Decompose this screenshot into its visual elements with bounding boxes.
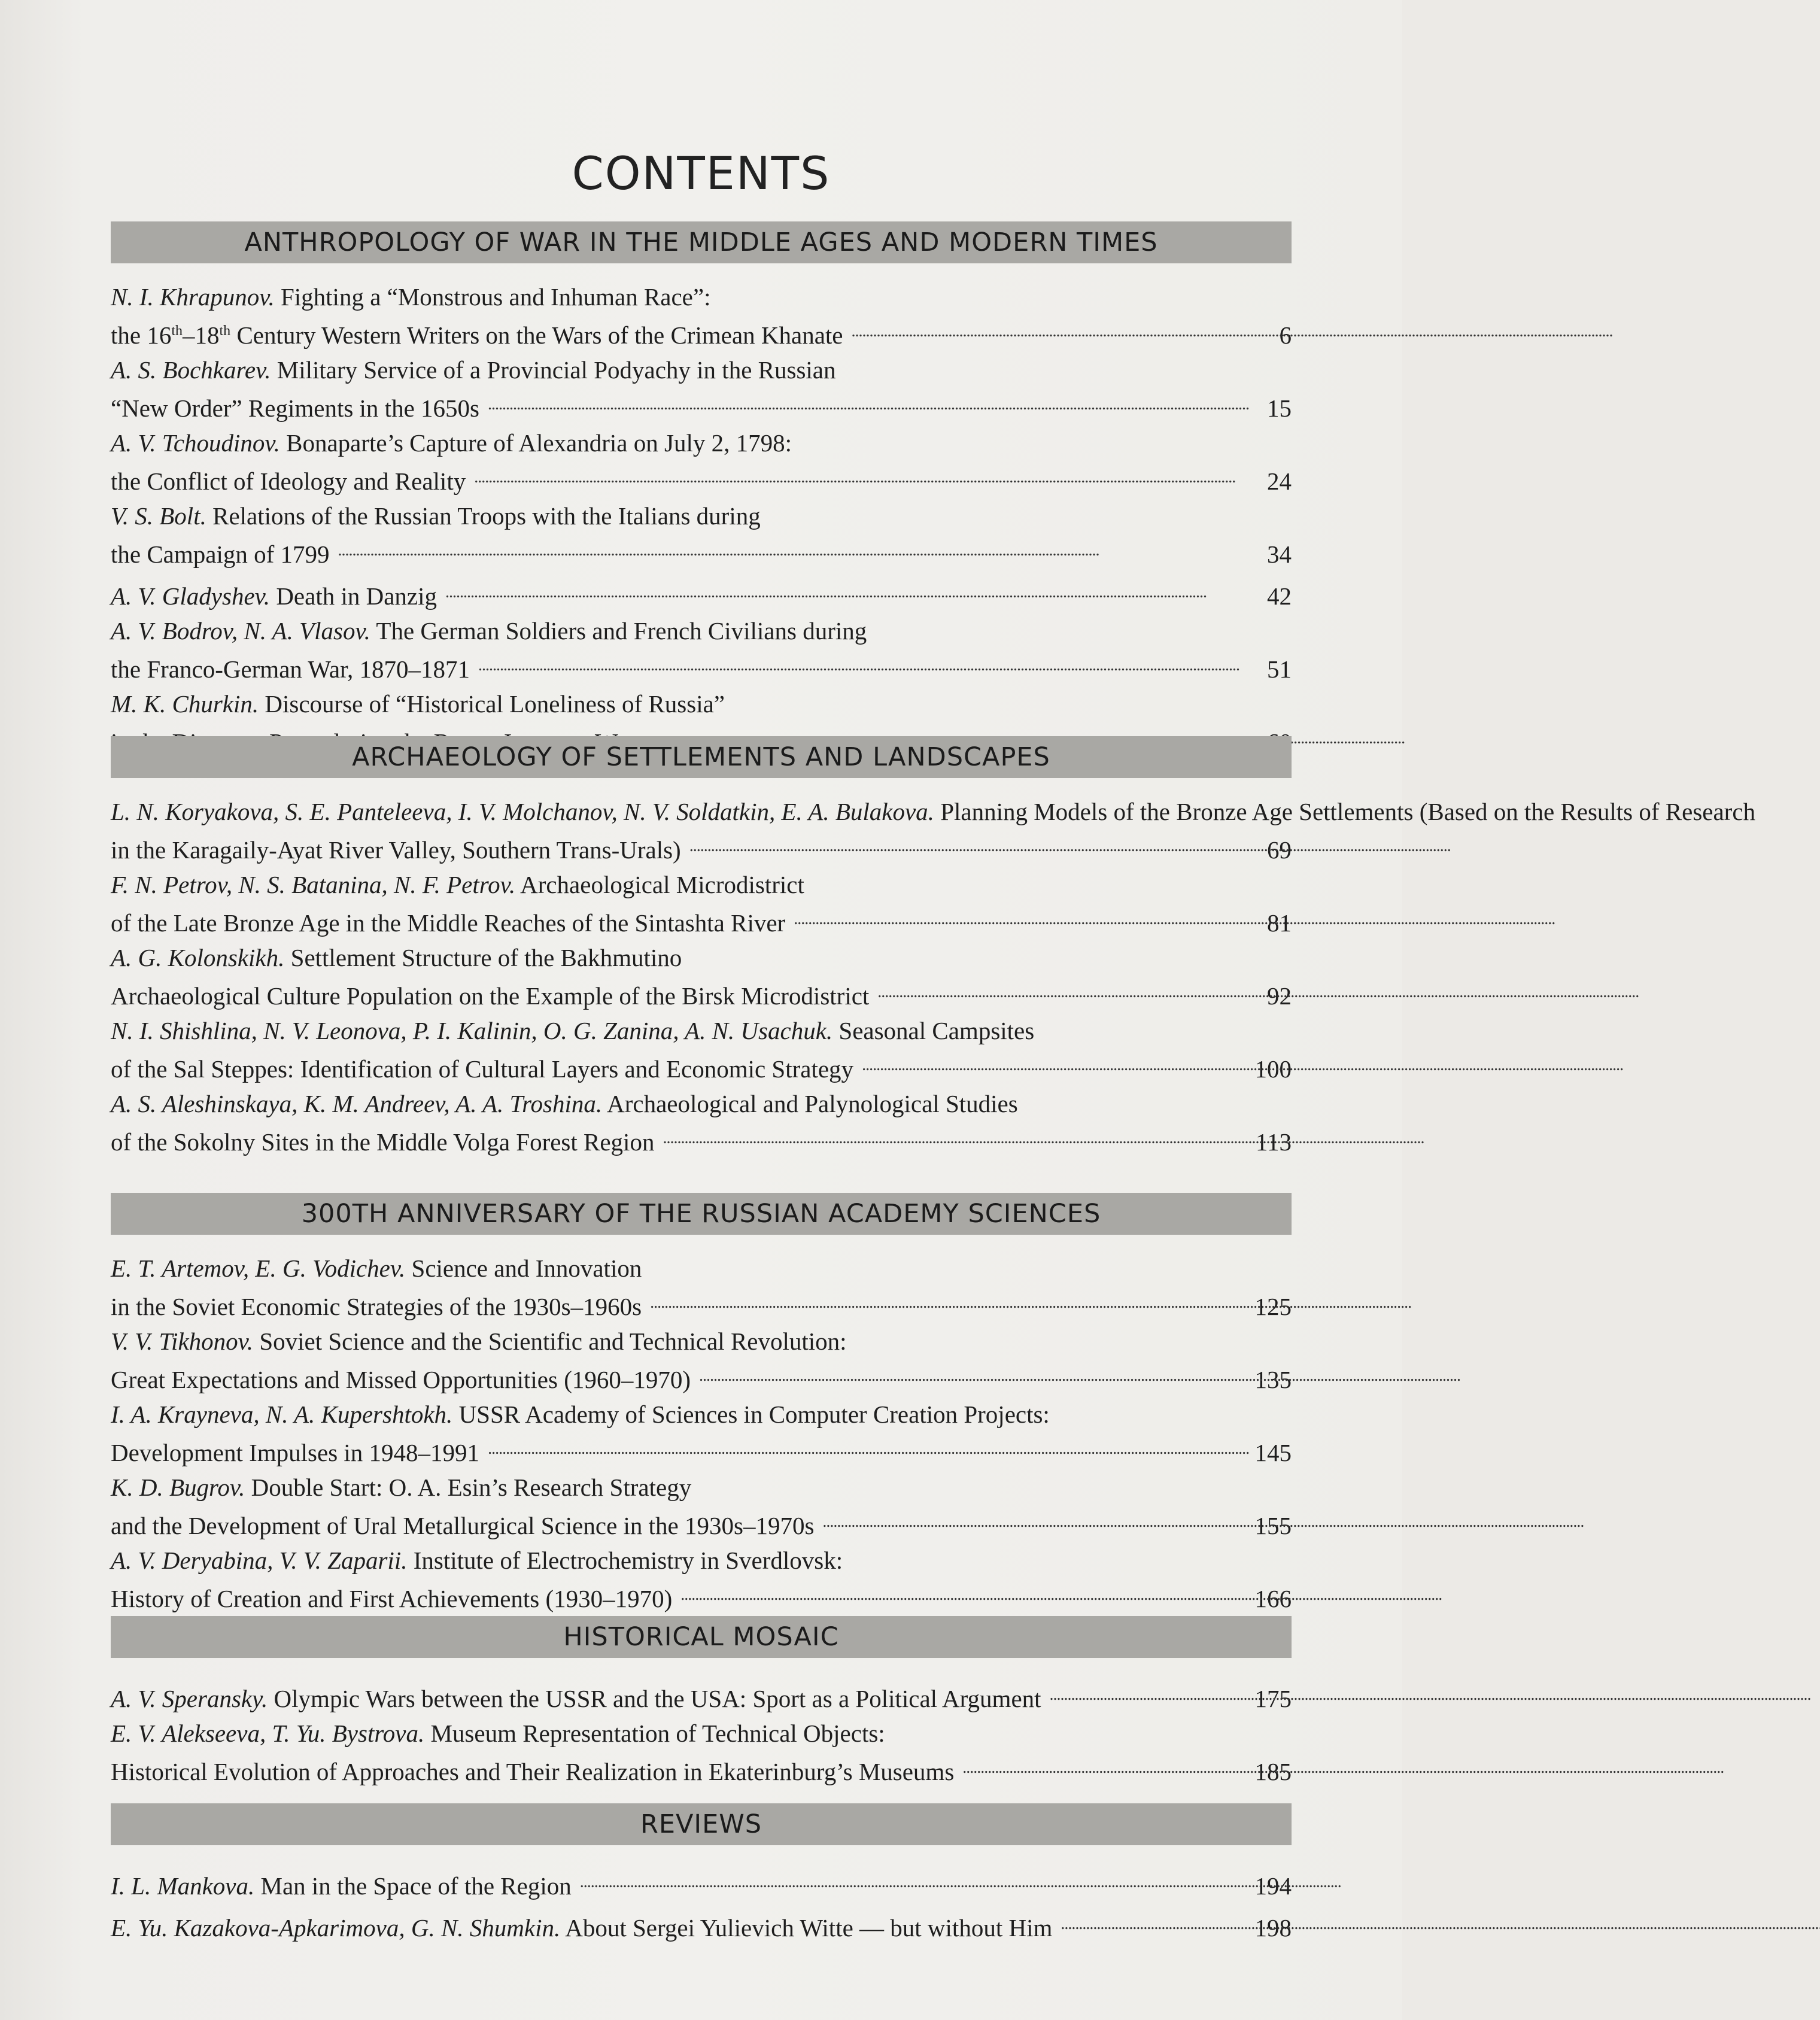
entry-title-ending [111, 1053, 853, 1085]
entry-title-text: Discourse of “Historical Loneliness of Russia” [265, 690, 725, 718]
toc-entry [111, 354, 1292, 424]
entry-title-text: Archaeological and Palynological Studies [607, 1090, 1018, 1117]
entry-authors: V. V. Tikhonov. [111, 1328, 254, 1355]
entry-authors: I. A. Krayneva, N. A. Kupershtokh. [111, 1401, 453, 1428]
entry-title-text: About Sergei Yulievich Witte — but without Him [565, 1914, 1053, 1942]
dot-leader [962, 1749, 1241, 1780]
entry-title-text: Museum Representation of Technical Objects: [430, 1720, 885, 1747]
toc-entry [111, 1253, 1292, 1322]
entry-authors: L. N. Koryakova, S. E. Panteleeva, I. V. Molchanov, N. V. Soldatkin, E. A. Bulakova. [111, 798, 934, 825]
entry-title-text: the Campaign of 1799 [111, 540, 330, 568]
entry-authors: V. S. Bolt. [111, 502, 206, 530]
dot-leader [663, 1119, 1241, 1150]
entry-last-line [111, 1676, 1292, 1714]
entry-title-text: the 16th–18th Century Western Writers on the Wars of the Crimean Khanate [111, 321, 843, 349]
entry-authors: A. V. Gladyshev. [111, 582, 271, 610]
entry-authors: N. I. Khrapunov. [111, 283, 275, 311]
entry-first-line [111, 869, 1292, 900]
entry-last-line [111, 646, 1292, 685]
entry-authors: K. D. Bugrov. [111, 1474, 245, 1501]
entry-authors: E. Yu. Kazakova-Apkarimova, G. N. Shumkin. [111, 1914, 561, 1942]
entry-title-ending [111, 539, 330, 570]
toc-entry [111, 1326, 1292, 1395]
entry-last-line [111, 1905, 1292, 1943]
entry-first-line [111, 427, 1292, 458]
entry-last-line [111, 827, 1292, 865]
dot-leader [822, 1503, 1241, 1534]
dot-leader [580, 1863, 1241, 1894]
section-heading-text: 300TH ANNIVERSARY OF THE RUSSIAN ACADEMY SCIENCES [301, 1199, 1101, 1229]
page-number: 175 [1254, 1685, 1292, 1712]
entry-title-ending [111, 1912, 1052, 1943]
dot-leader [699, 1357, 1241, 1388]
dot-leader [474, 458, 1241, 490]
dot-leader [650, 1284, 1241, 1315]
page-number: 198 [1254, 1914, 1292, 1942]
toc-entry [111, 573, 1292, 612]
entry-authors: A. V. Bodrov, N. A. Vlasov. [111, 617, 370, 645]
toc-entry [111, 1718, 1292, 1787]
entry-title-text: Seasonal Campsites [838, 1017, 1035, 1044]
entry-last-line [111, 573, 1292, 612]
page-number: 145 [1254, 1439, 1292, 1466]
entry-list [111, 1863, 1292, 1943]
toc-entry [111, 1676, 1292, 1714]
entry-title-text: and the Development of Ural Metallurgical Science in the 1930s–1970s [111, 1512, 815, 1539]
toc-entry [111, 1088, 1292, 1158]
entry-title-text: History of Creation and First Achievements (1930–1970) [111, 1585, 673, 1612]
entry-title-text: Great Expectations and Missed Opportunities (1960–1970) [111, 1366, 691, 1393]
page-number: 34 [1267, 540, 1292, 568]
section-reviews [111, 1803, 1292, 1947]
page-number: 6 [1279, 321, 1292, 349]
entry-title-text: Man in the Space of the Region [260, 1872, 572, 1900]
entry-title-ending [111, 654, 470, 685]
entry-title-text: the Franco-German War, 1870–1871 [111, 655, 470, 683]
dot-leader [794, 900, 1241, 931]
entry-authors: E. T. Artemov, E. G. Vodichev. [111, 1254, 406, 1282]
entry-title-text: in the Karagaily-Ayat River Valley, Southern Trans-Urals) [111, 836, 681, 864]
section-heading: ANTHROPOLOGY OF WAR IN THE MIDDLE AGES AND MODERN TIMES [111, 221, 1292, 263]
entry-title-text: USSR Academy of Sciences in Computer Creation Projects: [458, 1401, 1050, 1428]
dot-leader [862, 1046, 1241, 1077]
entry-title-ending [111, 1683, 1041, 1714]
section-heading [111, 1193, 1292, 1235]
toc-entry [111, 615, 1292, 685]
entry-authors: A. S. Bochkarev. [111, 356, 271, 384]
entry-last-line [111, 531, 1292, 570]
entry-last-line [111, 900, 1292, 938]
entry-last-line [111, 973, 1292, 1011]
section-archaeology [111, 736, 1756, 1161]
entry-title-ending [111, 834, 681, 865]
dot-leader [1050, 1676, 1241, 1707]
entry-title-text: Historical Evolution of Approaches and Their Realization in Ekaterinburg’s Museums [111, 1758, 955, 1785]
entry-title-ending [111, 907, 785, 938]
entry-first-line [111, 500, 1292, 531]
dot-leader [338, 531, 1241, 563]
section-historical-mosaic [111, 1616, 1292, 1791]
entry-title-text: Death in Danzig [276, 582, 437, 610]
entry-authors: M. K. Churkin. [111, 690, 259, 718]
entry-last-line [111, 1749, 1292, 1787]
entry-first-line [111, 688, 1292, 719]
toc-entry [111, 1399, 1292, 1468]
dot-leader [877, 973, 1241, 1004]
entry-authors: A. G. Kolonskikh. [111, 944, 285, 971]
entry-last-line [111, 1046, 1292, 1085]
entry-title-ending [111, 1291, 642, 1322]
entry-first-line [111, 354, 1292, 385]
entry-title-text: Archaeological Microdistrict [520, 871, 804, 898]
entry-title-text: Soviet Science and the Scientific and Technical Revolution: [259, 1328, 847, 1355]
entry-title-text: of the Late Bronze Age in the Middle Reaches of the Sintashta River [111, 909, 786, 937]
toc-entry [111, 1905, 1292, 1943]
dot-leader [488, 385, 1241, 417]
entry-first-line [111, 1326, 1292, 1357]
entry-last-line [111, 1357, 1292, 1395]
entry-last-line [111, 312, 1292, 351]
entry-last-line [111, 385, 1292, 424]
page-number: 100 [1254, 1055, 1292, 1083]
dot-leader [1061, 1905, 1241, 1936]
page-number: 125 [1254, 1293, 1292, 1320]
entry-title-text: Science and Innovation [411, 1254, 642, 1282]
entry-title-ending [111, 1364, 691, 1395]
entry-last-line [111, 1863, 1292, 1901]
entry-title-ending [111, 1126, 654, 1158]
page-number: 69 [1267, 836, 1292, 864]
toc-entry [111, 942, 1292, 1011]
entry-authors: A. S. Aleshinskaya, K. M. Andreev, A. A. Troshina. [111, 1090, 603, 1117]
page-number: 185 [1254, 1758, 1292, 1785]
page-number: 81 [1267, 909, 1292, 937]
entry-title-ending [111, 581, 437, 612]
entry-title-text: the Conflict of Ideology and Reality [111, 467, 466, 495]
page-number: 51 [1267, 655, 1292, 683]
page-number: 24 [1267, 467, 1292, 495]
entry-title-text: Double Start: O. A. Esin’s Research Strategy [251, 1474, 692, 1501]
entry-list [111, 281, 1292, 758]
entry-list [111, 1676, 1292, 1787]
toc-entry [111, 1545, 1292, 1614]
entry-first-line [111, 1718, 1292, 1749]
section-anthropology-of-war [111, 221, 1292, 761]
toc-entry [111, 1863, 1292, 1901]
entry-title-text: Development Impulses in 1948–1991 [111, 1439, 480, 1466]
section-heading: HISTORICAL MOSAIC [111, 1616, 1292, 1658]
entry-title-text: The German Soldiers and French Civilians during [376, 617, 867, 645]
entry-last-line [111, 1503, 1292, 1541]
entry-authors: N. I. Shishlina, N. V. Leonova, P. I. Kalinin, O. G. Zanina, A. N. Usachuk. [111, 1017, 833, 1044]
dot-leader [680, 1576, 1241, 1607]
entry-first-line [111, 615, 1292, 646]
entry-first-line [111, 942, 1292, 973]
page-number: 92 [1267, 982, 1292, 1010]
toc-entry [111, 1015, 1292, 1085]
section-anniversary [111, 1193, 1292, 1618]
entry-title-ending [111, 1583, 672, 1614]
entry-authors: E. V. Alekseeva, T. Yu. Bystrova. [111, 1720, 425, 1747]
entry-title-ending [111, 1870, 572, 1901]
entry-first-line [111, 1545, 1292, 1576]
entry-title-text: “New Order” Regiments in the 1650s [111, 394, 479, 422]
section-heading: ARCHAEOLOGY OF SETTLEMENTS AND LANDSCAPES [111, 736, 1292, 778]
entry-last-line [111, 1430, 1292, 1468]
entry-title-text: Fighting a “Monstrous and Inhuman Race”: [280, 283, 711, 311]
page-number: 135 [1254, 1366, 1292, 1393]
entry-first-line [111, 1088, 1292, 1119]
page-number: 194 [1254, 1872, 1292, 1900]
dot-leader [852, 312, 1242, 344]
toc-entry [111, 796, 1756, 865]
entry-title-ending [111, 1756, 954, 1787]
page-number: 15 [1267, 394, 1292, 422]
entry-title-ending [111, 980, 869, 1011]
entry-title-text: Archaeological Culture Population on the Example of the Birsk Microdistrict [111, 982, 870, 1010]
entry-title-text: Relations of the Russian Troops with the Italians during [212, 502, 761, 530]
entry-first-line [111, 281, 1292, 312]
toc-entry [111, 869, 1292, 938]
entry-last-line [111, 1119, 1292, 1158]
entry-title-text: in the Soviet Economic Strategies of the 1930s–1960s [111, 1293, 642, 1320]
entry-authors: A. V. Deryabina, V. V. Zaparii. [111, 1547, 408, 1574]
entry-title-ending [111, 466, 466, 497]
entry-title-ending [111, 315, 843, 351]
entry-last-line [111, 1284, 1292, 1322]
entry-first-line [111, 1399, 1292, 1430]
section-heading: REVIEWS [111, 1803, 1292, 1845]
entry-last-line [111, 1576, 1292, 1614]
toc-entry [111, 1472, 1292, 1541]
page-number: 42 [1267, 582, 1292, 610]
dot-leader [445, 573, 1241, 605]
dot-leader [488, 1430, 1241, 1461]
entry-first-line [111, 1015, 1292, 1046]
entry-last-line [111, 458, 1292, 497]
dot-leader [689, 827, 1241, 858]
entry-title-text: of the Sal Steppes: Identification of Cultural Layers and Economic Strategy [111, 1055, 854, 1083]
entry-first-line [111, 796, 1756, 827]
entry-title-text: Olympic Wars between the USSR and the USA: Sport as a Political Argument [274, 1685, 1041, 1712]
entry-list [111, 796, 1756, 1158]
page-number: 155 [1254, 1512, 1292, 1539]
entry-title-ending [111, 1437, 479, 1468]
entry-title-text: Settlement Structure of the Bakhmutino [290, 944, 682, 971]
entry-title-ending [111, 393, 479, 424]
entry-title-text: Institute of Electrochemistry in Sverdlovsk: [413, 1547, 843, 1574]
entry-title-text: Military Service of a Provincial Podyachy in the Russian [277, 356, 836, 384]
toc-entry [111, 427, 1292, 497]
entry-title-text: Planning Models of the Bronze Age Settlements (Based on the Results of Research [940, 798, 1756, 825]
entry-first-line [111, 1253, 1292, 1284]
entry-list [111, 1253, 1292, 1614]
entry-authors: A. V. Speransky. [111, 1685, 268, 1712]
entry-title-text: of the Sokolny Sites in the Middle Volga Forest Region [111, 1128, 655, 1156]
toc-entry [111, 281, 1292, 351]
entry-first-line [111, 1472, 1292, 1503]
page-title: CONTENTS [572, 147, 831, 200]
page-number: 113 [1256, 1128, 1292, 1156]
toc-entry [111, 500, 1292, 570]
entry-title-ending [111, 1510, 814, 1541]
page-number: 166 [1254, 1585, 1292, 1612]
dot-leader [478, 646, 1241, 678]
entry-title-text: Bonaparte’s Capture of Alexandria on July 2, 1798: [286, 429, 792, 457]
entry-authors: A. V. Tchoudinov. [111, 429, 280, 457]
entry-authors: F. N. Petrov, N. S. Batanina, N. F. Petrov. [111, 871, 516, 898]
entry-authors: I. L. Mankova. [111, 1872, 255, 1900]
